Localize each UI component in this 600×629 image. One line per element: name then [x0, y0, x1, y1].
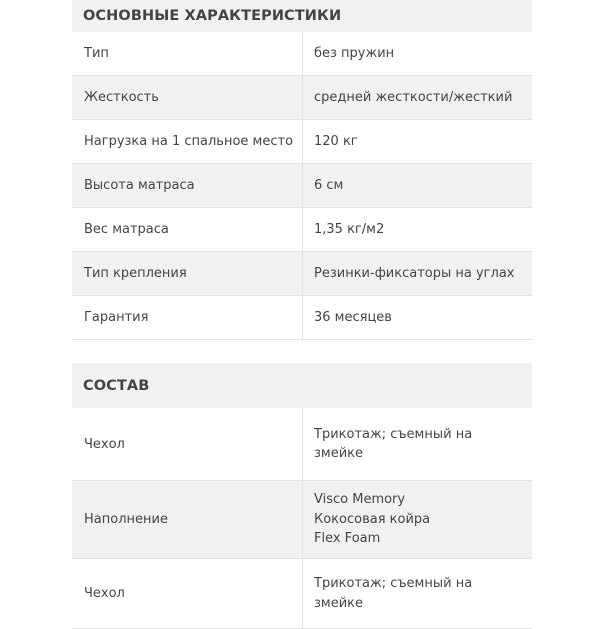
composition-value [303, 559, 532, 628]
table-row [72, 76, 532, 120]
spec-key: Жесткость [72, 76, 303, 119]
spec-value: Резинки-фиксаторы на углах [314, 265, 515, 281]
table-row [72, 164, 532, 208]
table-row [72, 32, 532, 76]
table-row [72, 252, 532, 296]
spec-value: 1,35 кг/м2 [314, 221, 385, 237]
composition-value-line: Кокосовая койра [314, 511, 431, 527]
spec-value: без пружин [314, 45, 395, 61]
table-row [72, 481, 532, 559]
table-row [72, 408, 532, 481]
table-row [72, 208, 532, 252]
spec-key: Тип [72, 32, 303, 75]
spec-key: Вес матраса [72, 208, 303, 251]
specs-title: ОСНОВНЫЕ ХАРАКТЕРИСТИКИ [72, 0, 532, 32]
composition-key: Чехол [72, 559, 303, 628]
composition-value-line: Трикотаж; съемный на [314, 426, 473, 442]
table-row [72, 296, 532, 340]
composition-title: СОСТАВ [72, 363, 532, 408]
spec-key: Нагрузка на 1 спальное место [72, 120, 303, 163]
spec-key: Высота матраса [72, 164, 303, 207]
specs-table [72, 0, 532, 340]
spec-value: 6 см [314, 177, 344, 193]
composition-table [72, 363, 532, 629]
composition-key: Наполнение [72, 481, 303, 558]
spec-key: Тип крепления [72, 252, 303, 295]
composition-value-line: змейке [314, 446, 364, 461]
composition-value-line: Flex Foam [314, 531, 381, 547]
table-row [72, 120, 532, 164]
composition-value [303, 481, 532, 558]
composition-value-line: змейке [314, 595, 364, 611]
table-row [72, 559, 532, 629]
composition-key: Чехол [72, 408, 303, 480]
spec-value: 36 месяцев [314, 309, 392, 325]
composition-value-line: Трикотаж; съемный на [314, 576, 473, 591]
composition-value-line: Visco Memory [314, 492, 406, 508]
spec-key: Гарантия [72, 296, 303, 339]
spec-value: средней жесткости/жесткий [314, 89, 513, 105]
composition-value [303, 408, 532, 480]
spec-value: 120 кг [314, 133, 358, 149]
